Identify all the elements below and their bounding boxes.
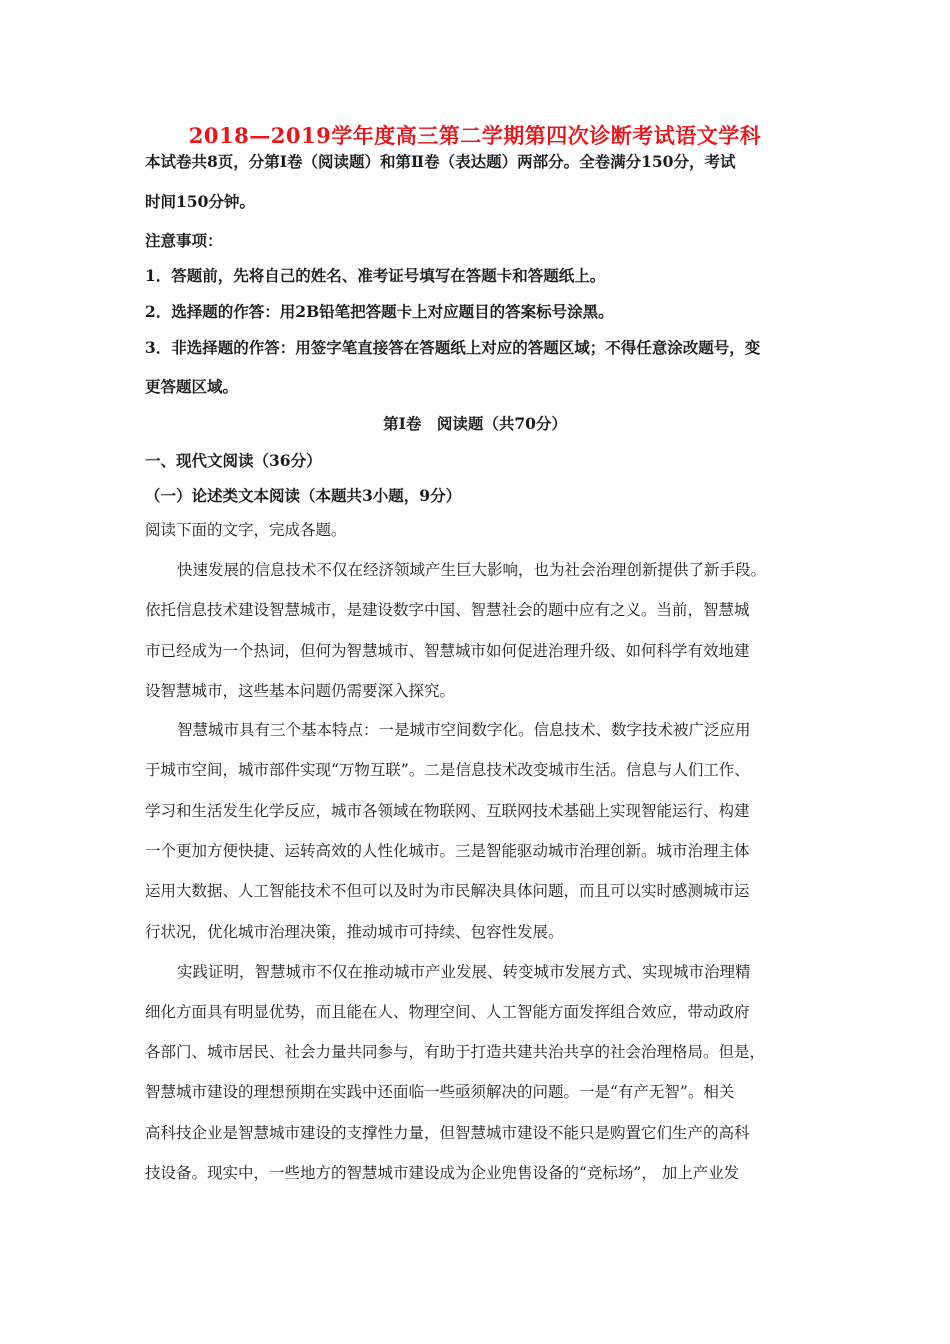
reading-instruction: 阅读下面的文字，完成各题。: [145, 521, 347, 539]
body-line: 依托信息技术建设智慧城市，是建设数字中国、智慧社会的题中应有之义。当前，智慧城: [145, 601, 750, 619]
notice-item-2: 2．选择题的作答：用2B铅笔把答题卡上对应题目的答案标号涂黑。: [145, 302, 614, 321]
body-line: 一个更加方便快捷、运转高效的人性化城市。三是智能驱动城市治理创新。城市治理主体: [145, 842, 750, 860]
body-line: 运用大数据、人工智能技术不但可以及时为市民解决具体问题，而且可以实时感测城市运: [145, 882, 750, 900]
subpart-heading: （一）论述类文本阅读（本题共3小题，9分）: [145, 486, 462, 505]
body-line: 实践证明，智慧城市不仅在推动城市产业发展、转变城市发展方式、实现城市治理精: [177, 963, 751, 981]
exam-title: 2018—2019学年度高三第二学期第四次诊断考试语文学科: [188, 123, 762, 148]
section-title: 第Ⅰ卷 阅读题（共70分）: [383, 414, 567, 433]
part-heading: 一、现代文阅读（36分）: [145, 451, 322, 470]
body-line: 于城市空间，城市部件实现“万物互联”。二是信息技术改变城市生活。信息与人们工作、: [145, 761, 750, 779]
body-line: 智慧城市具有三个基本特点：一是城市空间数字化。信息技术、数字技术被广泛应用: [177, 721, 751, 739]
body-line: 高科技企业是智慧城市建设的支撑性力量，但智慧城市建设不能只是购置它们生产的高科: [145, 1124, 750, 1142]
body-line: 行状况，优化城市治理决策，推动城市可持续、包容性发展。: [145, 923, 564, 941]
notice-heading: 注意事项：: [145, 231, 223, 250]
body-line: 学习和生活发生化学反应，城市各领域在物联网、互联网技术基础上实现智能运行、构建: [145, 802, 750, 820]
body-line: 快速发展的信息技术不仅在经济领域产生巨大影响，也为社会治理创新提供了新手段。: [177, 561, 767, 579]
body-line: 市已经成为一个热词，但何为智慧城市、智慧城市如何促进治理升级、如何科学有效地建: [145, 642, 750, 660]
notice-item-3-cont: 更答题区域。: [145, 377, 239, 396]
intro-line-1: 本试卷共8页，分第Ⅰ卷（阅读题）和第Ⅱ卷（表达题）两部分。全卷满分150分，考试: [145, 152, 736, 171]
body-line: 细化方面具有明显优势，而且能在人、物理空间、人工智能方面发挥组合效应，带动政府: [145, 1003, 750, 1021]
notice-item-3: 3．非选择题的作答：用签字笔直接答在答题纸上对应的答题区域；不得任意涂改题号，变: [145, 338, 761, 357]
body-line: 技设备。现实中，一些地方的智慧城市建设成为企业兜售设备的“竞标场”， 加上产业发: [145, 1164, 740, 1182]
intro-line-2: 时间150分钟。: [145, 192, 255, 211]
notice-item-1: 1．答题前，先将自己的姓名、准考证号填写在答题卡和答题纸上。: [145, 266, 606, 285]
body-line: 各部门、城市居民、社会力量共同参与，有助于打造共建共治共享的社会治理格局。但是，: [145, 1043, 766, 1061]
body-line: 智慧城市建设的理想预期在实践中还面临一些亟须解决的问题。一是“有产无智”。相关: [145, 1083, 735, 1101]
body-line: 设智慧城市，这些基本问题仍需要深入探究。: [145, 682, 456, 700]
